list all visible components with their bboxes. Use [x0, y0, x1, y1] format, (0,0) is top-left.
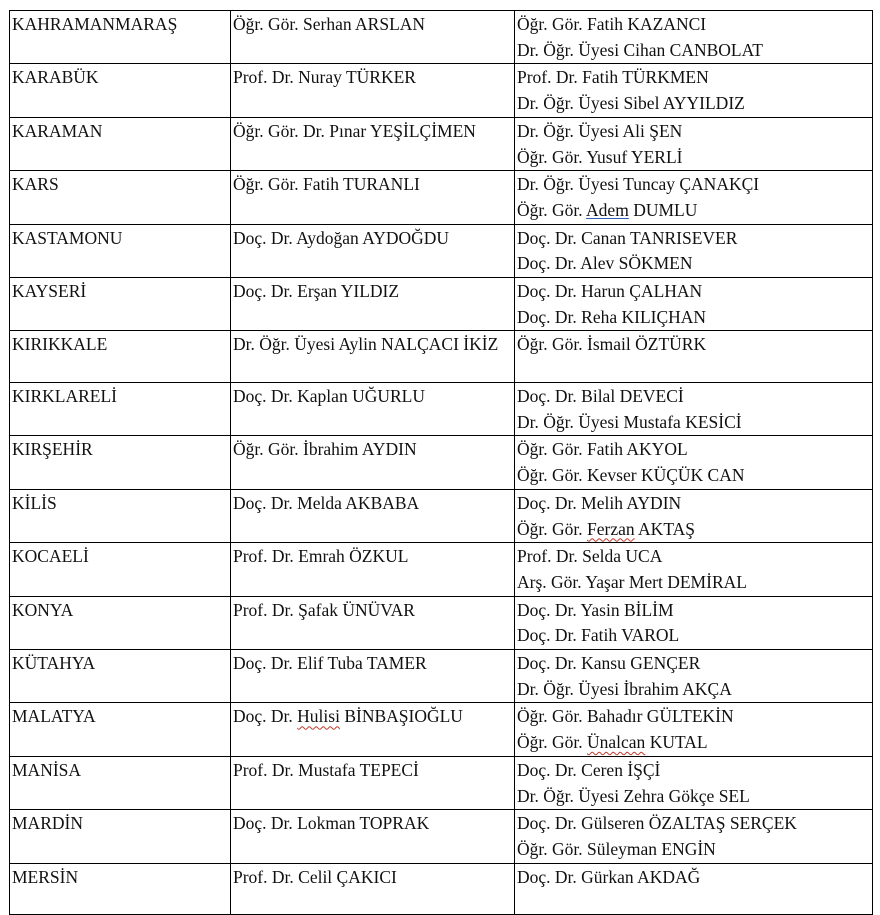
member-name: Doç. Dr. Gürkan AKDAĞ [517, 866, 701, 887]
city-cell: KİLİS [10, 489, 231, 542]
member-name: Doç. Dr. Bilal DEVECİ [517, 386, 684, 407]
member-name: Öğr. Gör. Yusuf YERLİ [517, 146, 683, 167]
member-name: Öğr. Gör. Adem DUMLU [517, 199, 698, 220]
members-cell [515, 703, 873, 756]
table-row [10, 11, 873, 64]
city-cell: KONYA [10, 596, 231, 649]
members-cell [515, 11, 873, 64]
member-name: Öğr. Gör. Ünalcan KUTAL [517, 732, 708, 753]
member-name: Dr. Öğr. Üyesi Ali ŞEN [517, 120, 683, 141]
assignments-table-body [10, 11, 873, 915]
member-name: Öğr. Gör. Ferzan AKTAŞ [517, 518, 695, 539]
coordinator-name: Doç. Dr. Aydoğan AYDOĞDU [233, 227, 450, 248]
spellcheck-flagged-word: Hulisi [297, 706, 340, 727]
members-cell [515, 596, 873, 649]
table-row [10, 436, 873, 489]
coordinator-name: Öğr. Gör. Serhan ARSLAN [233, 14, 426, 34]
member-name: Doç. Dr. Canan TANRISEVER [517, 227, 738, 248]
coordinator-cell [231, 810, 515, 863]
members-cell [515, 436, 873, 489]
coordinator-cell [231, 278, 515, 331]
member-name: Prof. Dr. Selda UCA [517, 546, 663, 567]
city-cell: KÜTAHYA [10, 650, 231, 703]
member-name: Doç. Dr. Fatih VAROL [517, 625, 680, 646]
city-cell: KARABÜK [10, 64, 231, 117]
table-row [10, 543, 873, 596]
member-name: Dr. Öğr. Üyesi İbrahim AKÇA [517, 678, 732, 699]
coordinator-cell [231, 756, 515, 809]
table-row [10, 278, 873, 331]
member-name: Arş. Gör. Yaşar Mert DEMİRAL [517, 571, 747, 592]
table-row [10, 383, 873, 436]
document-page [9, 10, 873, 915]
underlined-word: Adem [586, 199, 629, 220]
table-row [10, 224, 873, 277]
coordinator-name: Doç. Dr. Melda AKBABA [233, 492, 420, 513]
table-row [10, 863, 873, 915]
member-name: Öğr. Gör. Fatih AKYOL [517, 439, 688, 460]
coordinator-cell [231, 596, 515, 649]
coordinator-name: Prof. Dr. Mustafa TEPECİ [233, 759, 419, 780]
member-name: Dr. Öğr. Üyesi Mustafa KESİCİ [517, 411, 742, 432]
coordinator-cell [231, 703, 515, 756]
member-name: Doç. Dr. Gülseren ÖZALTAŞ SERÇEK [517, 813, 797, 834]
members-cell [515, 383, 873, 436]
table-row [10, 64, 873, 117]
city-cell: KAHRAMANMARAŞ [10, 11, 231, 64]
coordinator-name: Prof. Dr. Şafak ÜNÜVAR [233, 599, 415, 620]
table-row [10, 489, 873, 542]
city-cell: KIRIKKALE [10, 331, 231, 383]
members-cell [515, 117, 873, 170]
coordinator-cell [231, 171, 515, 224]
member-name: Doç. Dr. Yasin BİLİM [517, 599, 674, 620]
member-name: Doç. Dr. Kansu GENÇER [517, 653, 701, 674]
members-cell [515, 756, 873, 809]
member-name: Öğr. Gör. Fatih KAZANCI [517, 14, 707, 34]
member-name: Öğr. Gör. Süleyman ENGİN [517, 838, 716, 859]
coordinator-name: Öğr. Gör. Fatih TURANLI [233, 174, 420, 195]
member-name: Dr. Öğr. Üyesi Tuncay ÇANAKÇI [517, 174, 760, 195]
coordinator-cell [231, 863, 515, 915]
table-row [10, 703, 873, 756]
member-name: Öğr. Gör. Bahadır GÜLTEKİN [517, 706, 734, 727]
spellcheck-flagged-word: Ünalcan [587, 732, 646, 753]
coordinator-name: Doç. Dr. Hulisi BİNBAŞIOĞLU [233, 706, 463, 727]
coordinator-cell [231, 64, 515, 117]
member-name: Doç. Dr. Alev SÖKMEN [517, 253, 693, 274]
member-name: Dr. Öğr. Üyesi Sibel AYYILDIZ [517, 93, 745, 114]
coordinator-name: Öğr. Gör. Dr. Pınar YEŞİLÇİMEN [233, 120, 476, 141]
coordinator-name: Öğr. Gör. İbrahim AYDIN [233, 439, 417, 460]
coordinator-name: Prof. Dr. Nuray TÜRKER [233, 67, 416, 88]
members-cell [515, 863, 873, 915]
member-name: Öğr. Gör. Kevser KÜÇÜK CAN [517, 465, 745, 486]
members-cell [515, 278, 873, 331]
coordinator-cell [231, 650, 515, 703]
members-cell [515, 64, 873, 117]
members-cell [515, 171, 873, 224]
member-name: Doç. Dr. Reha KILIÇHAN [517, 306, 707, 327]
table-row [10, 171, 873, 224]
members-cell [515, 331, 873, 383]
city-cell: KIRKLARELİ [10, 383, 231, 436]
members-cell [515, 650, 873, 703]
table-row [10, 331, 873, 383]
city-cell: KARS [10, 171, 231, 224]
member-name: Doç. Dr. Melih AYDIN [517, 492, 682, 513]
city-cell: MERSİN [10, 863, 231, 915]
coordinator-name: Doç. Dr. Kaplan UĞURLU [233, 386, 425, 407]
coordinator-cell [231, 543, 515, 596]
city-cell: KOCAELİ [10, 543, 231, 596]
member-name: Öğr. Gör. İsmail ÖZTÜRK [517, 334, 707, 355]
coordinator-cell [231, 383, 515, 436]
coordinator-cell [231, 224, 515, 277]
city-cell: MALATYA [10, 703, 231, 756]
coordinator-cell [231, 11, 515, 64]
coordinator-cell [231, 436, 515, 489]
city-cell: MANİSA [10, 756, 231, 809]
member-name: Dr. Öğr. Üyesi Cihan CANBOLAT [517, 39, 763, 60]
coordinator-name: Dr. Öğr. Üyesi Aylin NALÇACI İKİZ [233, 334, 499, 355]
coordinator-cell [231, 489, 515, 542]
table-row [10, 756, 873, 809]
member-name: Doç. Dr. Ceren İŞÇİ [517, 759, 661, 780]
members-cell [515, 489, 873, 542]
coordinator-cell [231, 331, 515, 383]
member-name: Dr. Öğr. Üyesi Zehra Gökçe SEL [517, 785, 750, 806]
city-cell: KASTAMONU [10, 224, 231, 277]
members-cell [515, 224, 873, 277]
city-cell: KIRŞEHİR [10, 436, 231, 489]
spellcheck-flagged-word: Ferzan [587, 518, 635, 539]
members-cell [515, 543, 873, 596]
table-row [10, 117, 873, 170]
coordinator-name: Prof. Dr. Emrah ÖZKUL [233, 546, 409, 567]
coordinator-name: Doç. Dr. Elif Tuba TAMER [233, 653, 427, 674]
coordinator-name: Doç. Dr. Lokman TOPRAK [233, 813, 430, 834]
table-row [10, 596, 873, 649]
coordinator-name: Prof. Dr. Celil ÇAKICI [233, 866, 397, 887]
coordinator-cell [231, 117, 515, 170]
table-row [10, 650, 873, 703]
member-name: Prof. Dr. Fatih TÜRKMEN [517, 67, 709, 88]
member-name: Doç. Dr. Harun ÇALHAN [517, 281, 703, 302]
coordinator-name: Doç. Dr. Erşan YILDIZ [233, 281, 400, 302]
assignments-table [9, 10, 873, 915]
city-cell: KARAMAN [10, 117, 231, 170]
members-cell [515, 810, 873, 863]
city-cell: KAYSERİ [10, 278, 231, 331]
table-row [10, 810, 873, 863]
city-cell: MARDİN [10, 810, 231, 863]
